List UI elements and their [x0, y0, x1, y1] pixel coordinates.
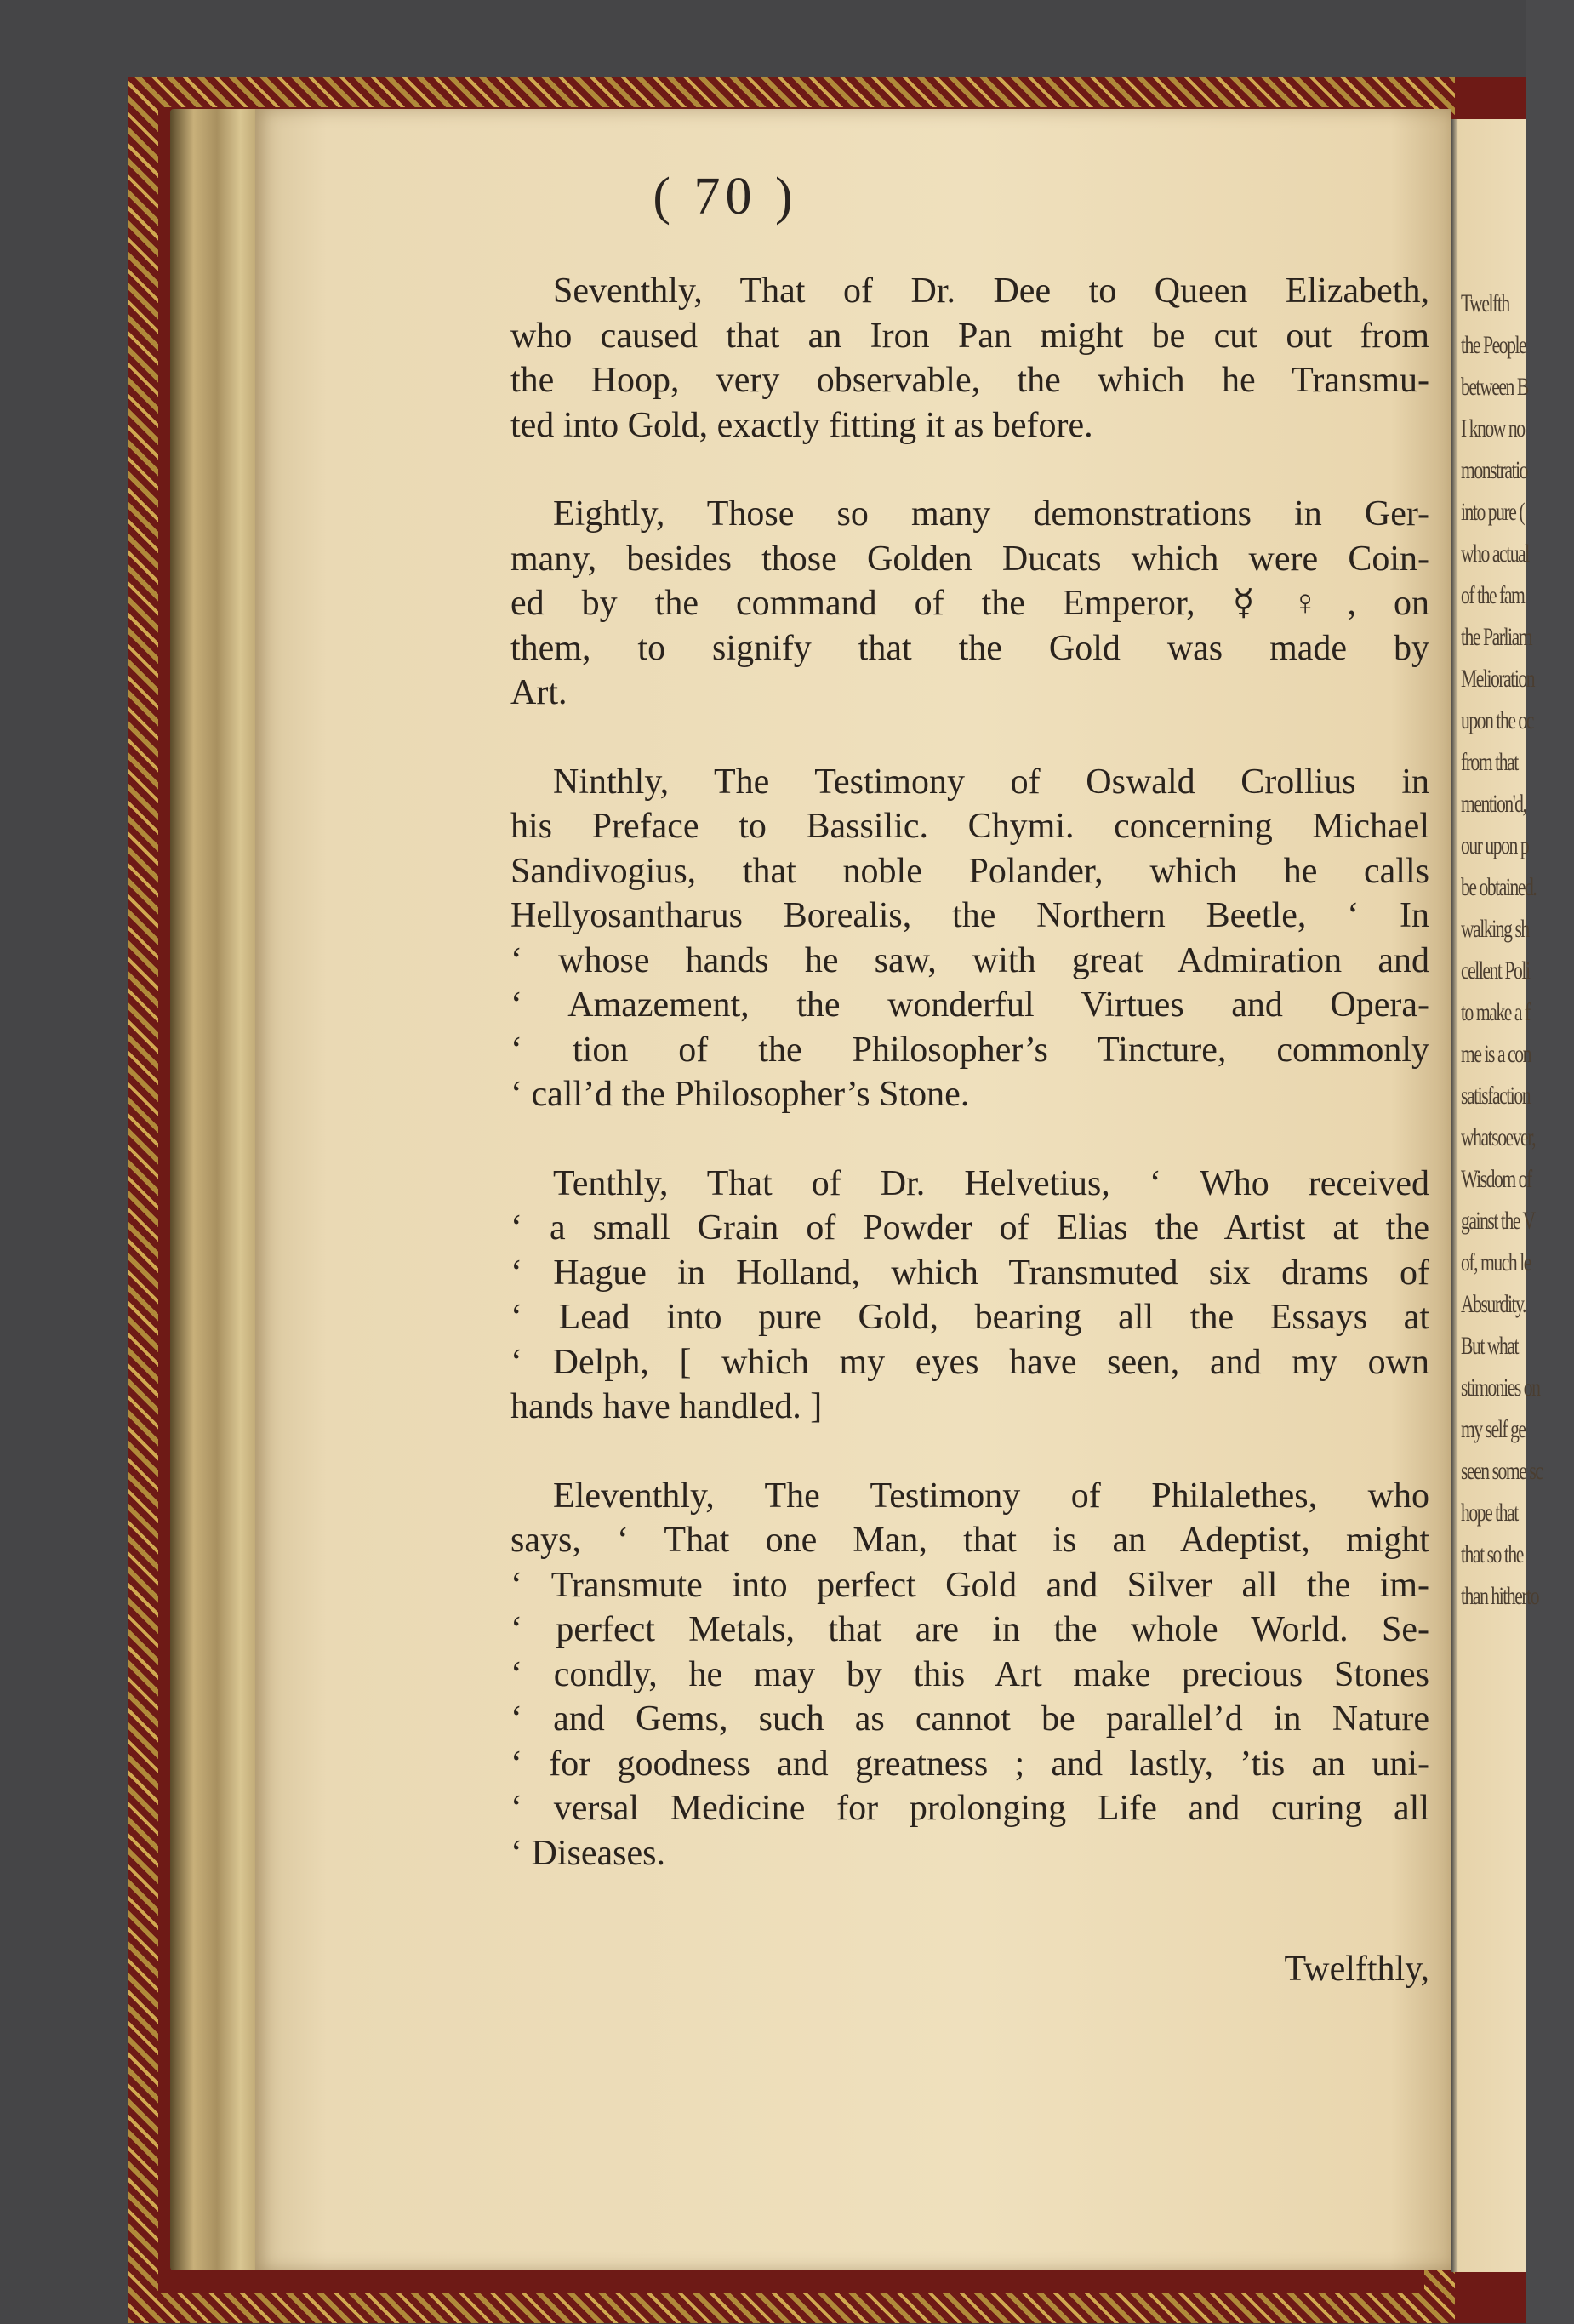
paragraph [510, 1474, 1429, 1876]
paragraph [510, 760, 1429, 1117]
text-line: ted into Gold, exactly fitting it as before. [510, 405, 1093, 445]
text-line: Sandivogius, that noble Polander, which he calls [510, 851, 1429, 891]
facing-page-fragment: our upon p [1461, 831, 1529, 859]
facing-page-fragment: Twelfth [1461, 289, 1509, 317]
facing-page-fragment: of the fam [1461, 581, 1525, 609]
facing-page-fragment: the Parliam [1461, 623, 1532, 651]
text-line: ‘ Lead into pure Gold, bearing all the Essays at [510, 1298, 1429, 1337]
page-number: ( 70 ) [653, 168, 798, 226]
text-line: his Preface to Bassilic. Chymi. concerning Michael [510, 807, 1429, 846]
facing-page-fragment: who actual [1461, 540, 1529, 568]
text-line: ‘ for goodness and greatness ; and lastly, ’tis an uni- [510, 1744, 1429, 1784]
text-line: says, ‘ That one Man, that is an Adeptist, might [510, 1521, 1429, 1560]
text-line: ‘ whose hands he saw, with great Admiration and [510, 940, 1429, 980]
facing-page-fragment: satisfaction [1461, 1082, 1531, 1110]
facing-page-fragment: whatsoever, [1461, 1123, 1536, 1151]
text-line: Eleventhly, The Testimony of Philalethes, who [553, 1476, 1429, 1516]
text-line: ‘ versal Medicine for prolonging Life and curing all [510, 1789, 1429, 1828]
facing-page-fragment: Wisdom of [1461, 1165, 1531, 1193]
facing-page-fragment: mention'd, [1461, 790, 1526, 818]
text-line: Hellyosantharus Borealis, the Northern Beetle, ‘ In [510, 896, 1429, 935]
text-line: ‘ Amazement, the wonderful Virtues and Opera- [510, 985, 1429, 1025]
facing-page-fragment: to make a f [1461, 998, 1530, 1026]
gilt-page-edges [170, 109, 264, 2270]
text-line: ‘ Delph, [ which my eyes have seen, and my own [510, 1342, 1429, 1382]
facing-page-fragment: hope that [1461, 1499, 1518, 1527]
facing-page-fragment: from that [1461, 748, 1518, 776]
facing-page-fragment: Absurdity. [1461, 1290, 1526, 1318]
facing-page-fragment: seen some sc [1461, 1457, 1543, 1485]
text-line: Tenthly, That of Dr. Helvetius, ‘ Who received [553, 1163, 1429, 1203]
facing-page-fragment: But what [1461, 1332, 1519, 1360]
text-line: who caused that an Iron Pan might be cut out from [510, 316, 1429, 356]
text-line: many, besides those Golden Ducats which were Coin- [510, 539, 1429, 579]
facing-page-fragment: me is a con [1461, 1040, 1531, 1068]
facing-page-fragment: my self ge [1461, 1415, 1526, 1443]
paragraph [510, 269, 1429, 448]
facing-page-fragment: walking sh [1461, 915, 1529, 943]
facing-page-fragment: stimonies on [1461, 1373, 1540, 1402]
text-line: ‘ Hague in Holland, which Transmuted six drams of [510, 1253, 1429, 1293]
facing-page-fragment: of, much le [1461, 1248, 1531, 1276]
text-line: ‘ tion of the Philosopher’s Tincture, commonly [510, 1030, 1429, 1070]
facing-page-fragment: monstratio [1461, 456, 1527, 484]
facing-page-fragment: cellent Poli [1461, 956, 1530, 985]
page-body-text [510, 269, 1429, 1920]
text-line: ‘ condly, he may by this Art make precious Stones [510, 1654, 1429, 1694]
paragraph [510, 1162, 1429, 1430]
text-line: ed by the command of the Emperor, ☿ ♀, on [510, 584, 1429, 623]
facing-page-fragment: the People [1461, 331, 1526, 359]
facing-page-fragment: that so the [1461, 1540, 1523, 1568]
catchword: Twelfthly, [1284, 1950, 1429, 1989]
facing-page-edge [1451, 119, 1543, 2272]
facing-page-fragments [1451, 283, 1574, 1617]
facing-page-fragment: gainst the V [1461, 1207, 1535, 1235]
facing-page-fragment: I know no [1461, 414, 1525, 443]
facing-page-fragment: into pure ( [1461, 498, 1525, 526]
text-line: hands have handled. ] [510, 1387, 823, 1426]
text-line: ‘ call’d the Philosopher’s Stone. [510, 1075, 970, 1114]
text-line: Eightly, Those so many demonstrations in Ger- [553, 494, 1429, 534]
text-line: Ninthly, The Testimony of Oswald Crollius in [553, 762, 1429, 802]
text-line: ‘ Transmute into perfect Gold and Silver all the im- [510, 1565, 1429, 1605]
facing-page-fragment: be obtained. [1461, 873, 1537, 901]
facing-page-fragment: upon the oc [1461, 706, 1533, 734]
text-line: the Hoop, very observable, the which he Transmu- [510, 361, 1429, 400]
text-line: ‘ Diseases. [510, 1833, 665, 1873]
facing-page-fragment: between B [1461, 373, 1528, 401]
text-line: them, to signify that the Gold was made by [510, 628, 1429, 668]
text-line: ‘ a small Grain of Powder of Elias the Artist at the [510, 1208, 1429, 1248]
facing-page-fragment: Melioration [1461, 665, 1535, 693]
text-line: Art. [510, 673, 567, 712]
text-line: ‘ and Gems, such as cannot be parallel’d in Nature [510, 1699, 1429, 1739]
text-line: ‘ perfect Metals, that are in the whole World. Se- [510, 1610, 1429, 1649]
text-line: Seventhly, That of Dr. Dee to Queen Elizabeth, [553, 271, 1429, 311]
paragraph [510, 492, 1429, 716]
facing-page-fragment: than hitherto [1461, 1582, 1539, 1610]
